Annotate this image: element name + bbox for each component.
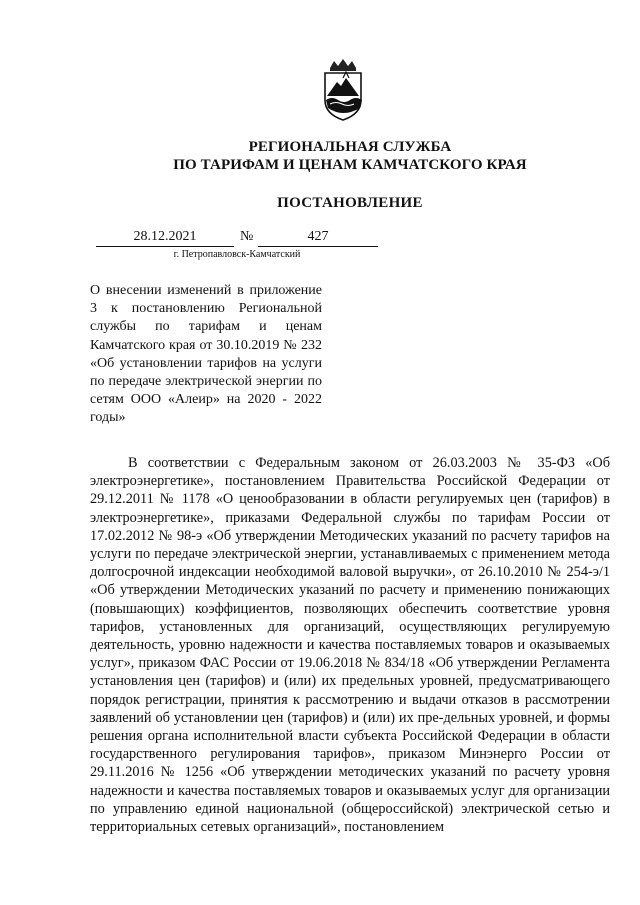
kamchatka-coat-of-arms-icon (318, 58, 368, 122)
organization-line-1: РЕГИОНАЛЬНАЯ СЛУЖБА (248, 139, 452, 155)
number-sign: № (240, 229, 254, 244)
organization-line-2: ПО ТАРИФАМ И ЦЕНАМ КАМЧАТСКОГО КРАЯ (173, 157, 527, 173)
body-paragraph: В соответствии с Федеральным законом от 26.03.2003 № 35-ФЗ «Об электроэнергетике», постановлением Правительства Российской Федерации от 29.12.2011 № 1178 «О ценообразовании в области регулируемых цен (тарифов) в электроэнергетике», приказами Федеральной службы по тарифам России от 17.02.2012 № 98-э «Об утверждении Методических указаний по расчету тарифов на услуги по передаче электрической энергии, устанавливаемых с применением метода долгосрочной индексации необходимой валовой выручки», от 26.10.2010 № 254-э/1 «Об утверждении Методических указаний по расчету и применению понижающих (повышающих) коэффициентов, позволяющих обеспечить соответствие уровня тарифов, установленных для организаций, осуществляющих регулируемую деятельность, уровню надежности и качества поставляемых товаров и оказываемых услуг», приказом ФАС России от 19.06.2018 № 834/18 «Об утверждении Регламента установления цен (тарифов) и (или) их предельных уровней, предусматривающего порядок регистрации, принятия к рассмотрению и выдачи отказов в рассмотрении заявлений об установлении цен (тарифов) и (или) их пре-дельных уровней, и формы решения органа исполнительной власти субъекта Российской Федерации в области государственного регулирования тарифов», приказом Минэнерго России от 29.11.2016 № 1256 «Об утверждении методических указаний по расчету уровня надежности и качества поставляемых товаров и оказываемых услуг для организации по управлению единой национальной (общероссийской) электрической сетью и территориальных сетевых организаций», постановлением (90, 455, 610, 836)
document-subject: О внесении изменений в приложение 3 к постановлению Региональной службы по тарифам и ценам Камчатского края от 30.10.2019 № 232 «Об установлении тарифов на услуги по передаче электрической энергии по сетям ООО «Алеир» на 2020 - 2022 годы» (90, 283, 322, 426)
document-city: г. Петропавловск-Камчатский (173, 249, 301, 260)
document-date: 28.12.2021 (96, 229, 234, 247)
document-number: 427 (258, 229, 378, 247)
organization-name (120, 138, 580, 174)
document-type: ПОСТАНОВЛЕНИЕ (277, 195, 423, 211)
